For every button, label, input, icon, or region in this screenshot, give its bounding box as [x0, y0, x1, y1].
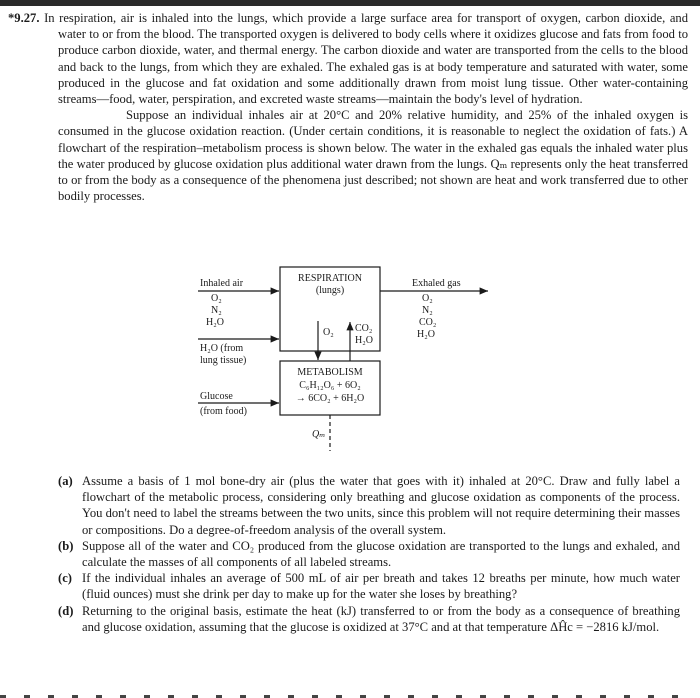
- cut-off-next-line: [0, 690, 700, 698]
- lung-water-label-2: lung tissue): [200, 355, 247, 366]
- part-d-label: (d): [58, 603, 74, 618]
- exhaled-co2: CO₂: [419, 317, 437, 328]
- part-b-text: Suppose all of the water and CO₂ produced from the glucose oxidation are transported to the lungs and exhaled, and calculate the masses of all components of all labeled streams.: [82, 538, 680, 570]
- co2-up-label: CO₂: [355, 323, 373, 334]
- exhaled-n2: N₂: [422, 305, 433, 316]
- inhaled-o2: O₂: [211, 293, 222, 304]
- problem-paragraph-1: [8, 10, 688, 107]
- metabolism-title: METABOLISM: [297, 367, 363, 378]
- oxygen-down-label: O₂: [323, 327, 334, 338]
- part-a: [58, 473, 680, 538]
- problem-paragraph-2: Suppose an individual inhales air at 20°C and 20% relative humidity, and 25% of the inhaled oxygen is consumed in the glucose oxidation reaction. (Under certain conditions, it is reasonable to neglect the oxidation of fats.) A flowchart of the respiration–metabolism process is shown below. The water in the exhaled gas equals the inhaled water plus the water produced by glucose oxidation plus additional water drawn from the lungs. Qₘ represents only the heat transferred to or from the body as a consequence of the phenomena just described; not shown are heat and work transferred due to other bodily processes.: [58, 108, 688, 204]
- respiration-subtitle: (lungs): [315, 285, 345, 296]
- exhaled-gas-title: Exhaled gas: [412, 278, 461, 289]
- part-a-text: Assume a basis of 1 mol bone-dry air (plus the water that goes with it) inhaled at 20°C. Draw and fully label a flowchart of the metabolic process, considering only breathing and glucose oxidation as components of the process. You don't need to label the streams between the two units, since this problem will not require determining their masses or compositions. Do a degree-of-freedom analysis of the overall system.: [82, 474, 680, 537]
- part-b: [58, 538, 680, 570]
- problem-statement: [8, 10, 688, 204]
- inhaled-n2: N₂: [211, 305, 222, 316]
- inhaled-air-title: Inhaled air: [200, 278, 244, 289]
- part-c-text: If the individual inhales an average of 500 mL of air per breath and takes 12 breaths per minute, how much water (fluid ounces) must she drink per day to make up for the water she loses by breathing?: [82, 571, 680, 602]
- problem-number: *9.27.: [8, 11, 40, 25]
- lung-water-label-1: H₂O (from: [200, 343, 244, 354]
- inhaled-h2o: H₂O: [206, 317, 224, 328]
- glucose-label-1: Glucose: [200, 391, 233, 402]
- question-parts: [58, 473, 680, 635]
- part-c-label: (c): [58, 571, 72, 586]
- exhaled-o2: O₂: [422, 293, 433, 304]
- part-a-label: (a): [58, 474, 73, 488]
- glucose-label-2: (from food): [200, 406, 247, 417]
- paragraph-1-text: In respiration, air is inhaled into the lungs, which provide a large surface area for transport of oxygen, carbon dioxide, and water to or from the blood. The transported oxygen is delivered to body cells where it oxidizes glucose and fats from food to produce carbon dioxide, water, and thermal energy. The carbon dioxide and water are transported from the cells to the blood and back to the lungs, from which they are exhaled. The exhaled gas is at body temperature and saturated with water, some produced in the glucose and fat oxidation and some additionally drawn from moist lung tissue. Other water-containing streams—food, water, perspiration, and excreted waste streams—maintain the body's level of hydration.: [44, 11, 688, 107]
- heat-label: Qₘ: [312, 429, 326, 440]
- water-up-label: H₂O: [355, 335, 373, 346]
- part-b-label: (b): [58, 538, 74, 553]
- part-c: [58, 570, 680, 602]
- part-d-text: Returning to the original basis, estimate the heat (kJ) transferred to or from the body as a consequence of breathing and glucose oxidation, assuming that the glucose is oxidized at 37°C and at that temperature ΔĤc = −2816 kJ/mol.: [82, 603, 680, 634]
- metabolism-equation-1: C₆H₁₂O₆ + 6O₂: [299, 380, 361, 391]
- exhaled-h2o: H₂O: [417, 329, 435, 340]
- respiration-title: RESPIRATION: [298, 273, 362, 284]
- flowchart: [0, 265, 700, 465]
- part-d: [58, 603, 680, 635]
- top-edge-bar: [0, 0, 700, 6]
- metabolism-equation-2: → 6CO₂ + 6H₂O: [295, 393, 365, 404]
